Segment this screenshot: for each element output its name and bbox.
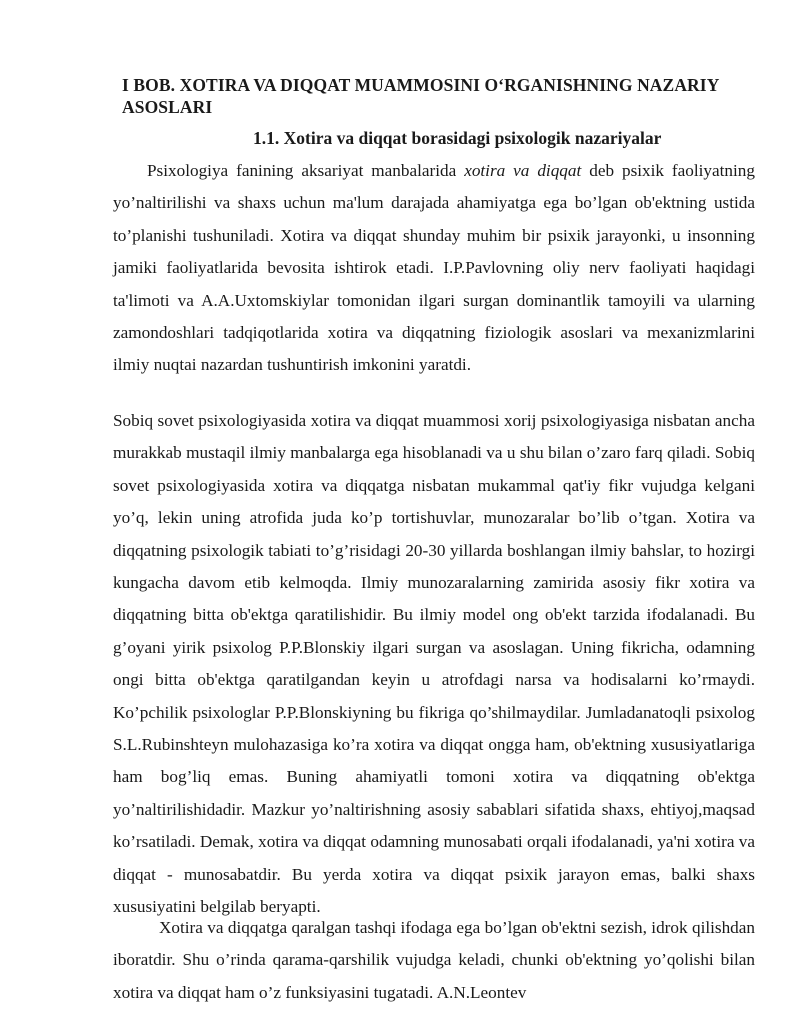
paragraph-1-text-end: deb psixik faoliyatning yo’naltirilishi va shaxs uchun ma'lum darajada ahamiyatga ega bo’lgan ob'ektning ustida to’planishi tushuniladi. Xotira va diqqat shunday muhim bir psixik jarayonki, u insonning jamiki faoliyatlarida bevosita ishtirok etadi. I.P.Pavlovning oliy nerv faoliyati haqidagi ta'limoti va A.A.Uxtomskiylar tomonidan ilgari surgan dominantlik tamoyili va ularning zamondoshlari tadqiqotlarida xotira va diqqatning fiziologik asoslari va mexanizmlarini ilmiy nuqtai nazardan tushuntirish imkonini yaratdi. <box>113 161 755 375</box>
paragraph-3: Xotira va diqqatga qaralgan tashqi ifodaga ega bo’lgan ob'ektni sezish, idrok qilishdan iboratdir. Shu o’rinda qarama-qarshilik vujudga keladi, chunki ob'ektning yo’qolishi bilan xotira va diqqat ham o’z funksiyasini tugatadi. A.N.Leontev <box>113 918 755 1002</box>
paragraph-1 <box>113 155 755 382</box>
section-title: 1.1. Xotira va diqqat borasidagi psixologik nazariyalar <box>253 128 662 148</box>
paragraph-2: Sobiq sovet psixologiyasida xotira va diqqat muammosi xorij psixologiyasiga nisbatan ancha murakkab mustaqil ilmiy manbalarga ega hisoblanadi va u shu bilan o’zaro farq qiladi. Sobiq sovet psixologiyasida xotira va diqqatga nisbatan mukammal qat'iy fikr vujudga kelgani yo’q, lekin uning atrofida juda ko’p tortishuvlar, munozaralar bo’lib o’tgan. Xotira va diqqatning psixologik tabiati to’g’risidagi 20-30 yillarda boshlangan ilmiy bahslar, to hozirgi kungacha davom etib kelmoqda. Ilmiy munozaralarning zamirida asosiy fikr xotira va diqqatning bitta ob'ektga qaratilishidir. Bu ilmiy model ong ob'ekt tarzida ifodalanadi. Bu g’oyani yirik psixolog P.P.Blonskiy ilgari surgan va asoslagan. Uning fikricha, odamning ongi bitta ob'ektga qaratilgandan keyin u atrofdagi narsa va hodisalarni ko’rmaydi. Ko’pchilik psixologlar P.P.Blonskiyning bu fikriga qo’shilmaydilar. Jumladanatoqli psixolog S.L.Rubinshteyn mulohazasiga ko’ra xotira va diqqat ongga ham, ob'ektning xususiyatlariga ham bog’liq emas. Buning ahamiyatli tomoni xotira va diqqatning ob'ektga yo’naltirilishidadir. Mazkur yo’naltirishning asosiy sabablari sifatida shaxs, ehtiyoj,maqsad ko’rsatiladi. Demak, xotira va diqqat odamning munosabati orqali ifodalanadi, ya'ni xotira va diqqat - munosabatdir. Bu yerda xotira va diqqat psixik jarayon emas, balki shaxs xususiyatini belgilab beryapti. <box>113 411 755 917</box>
paragraph-1-text-start: Psixologiya fanining aksariyat manbalarida <box>147 161 465 180</box>
paragraph-1-italic-term: xotira va diqqat <box>464 161 582 180</box>
chapter-title: I BOB. XOTIRA VA DIQQAT MUAMMOSINI O‘RGANISHNING NAZARIY ASOSLARI <box>122 75 719 117</box>
